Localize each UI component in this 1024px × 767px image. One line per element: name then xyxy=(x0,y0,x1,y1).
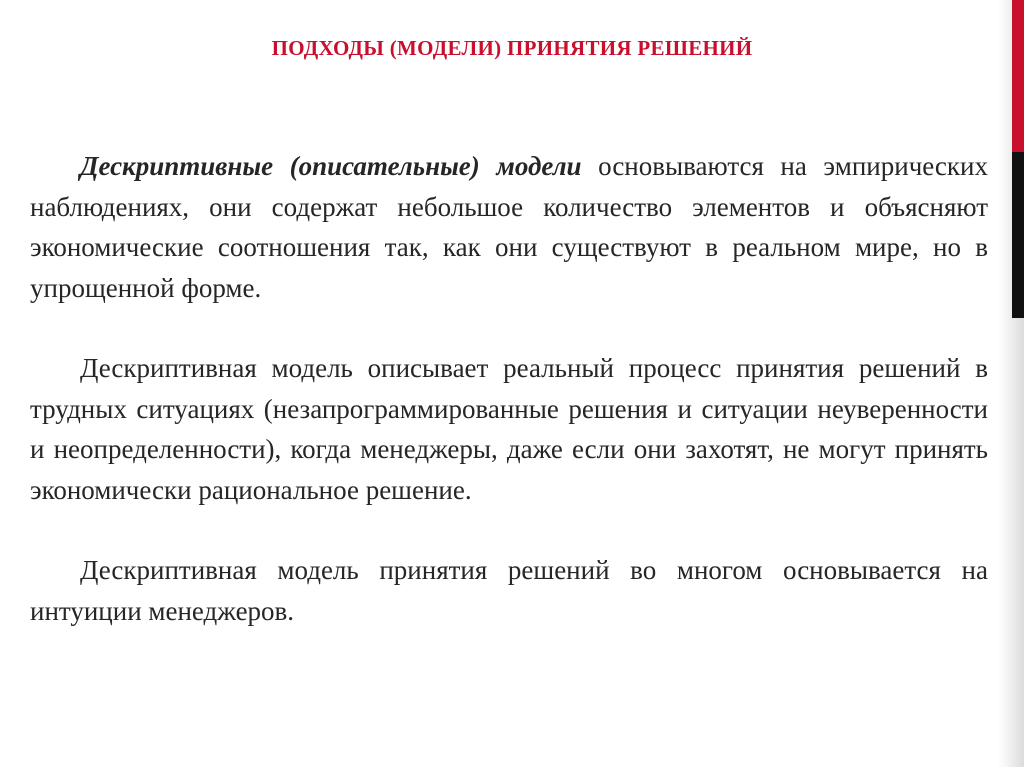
paragraph-1 xyxy=(30,146,988,308)
paragraph-1-emphasis: Дескриптивные (описательные) модели xyxy=(80,151,582,181)
accent-bar-black xyxy=(1012,152,1024,318)
paragraph-2: Дескриптивная модель описывает реальный процесс принятия решений в трудных ситуациях (незапрограммированные решения и ситуации неуверенности и неопределенности), когда менеджеры, даже если они захотят, не могут принять экономически рациональное решение. xyxy=(30,353,988,505)
paragraph-1-text: основываются на эмпирических наблюдениях, они содержат небольшое количество элементов и объясняют экономические соотношения так, как они существуют в реальном мире, но в упрощенной форме. xyxy=(30,151,988,303)
accent-bar-red xyxy=(1012,0,1024,152)
slide-body xyxy=(30,146,988,631)
paragraph-3: Дескриптивная модель принятия решений во многом основывается на интуиции менеджеров. xyxy=(30,555,988,626)
slide-title: ПОДХОДЫ (МОДЕЛИ) ПРИНЯТИЯ РЕШЕНИЙ xyxy=(271,36,753,60)
